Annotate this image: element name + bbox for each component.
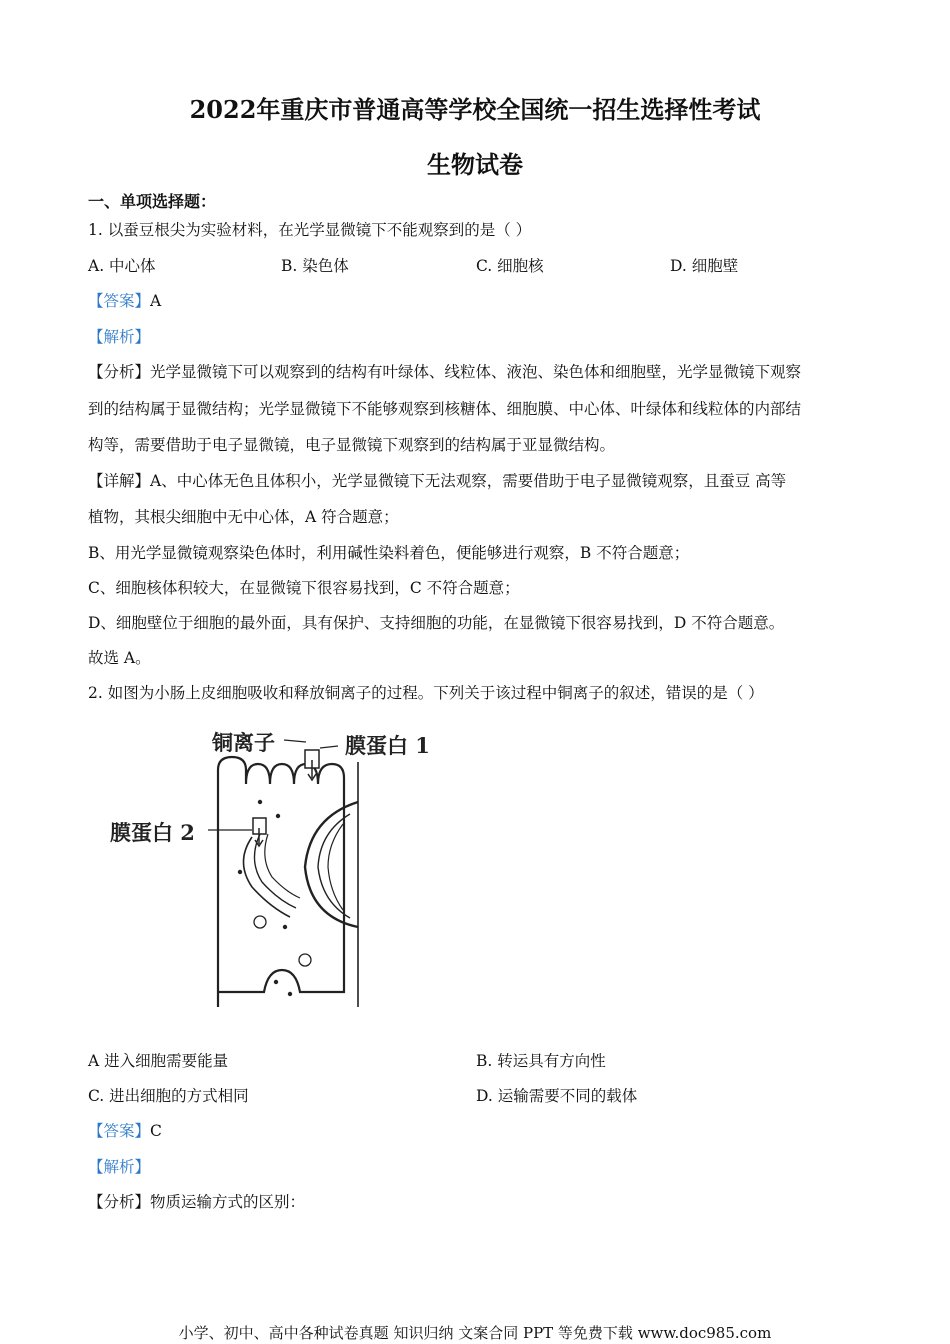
ion-dot [274,980,278,984]
endoplasmic-reticulum [318,814,350,918]
fenxi-tag: 【分析】 [88,1193,151,1211]
q1-fenxi-line-1 [88,362,801,382]
page-footer: 小学、初中、高中各种试卷真题 知识归纳 文案合同 PPT 等免费下载 www.doc985.com [178,1324,772,1342]
q1-xiangjie-line-4: C、细胞核体积较大，在显微镜下很容易找到，C 不符合题意； [88,579,520,597]
q2-stem: 2. 如图为小肠上皮细胞吸收和释放铜离子的过程。下列关于该过程中铜离子的叙述，错误的是（ ） [88,684,764,702]
q1-stem: 1. 以蚕豆根尖为实验材料，在光学显微镜下不能观察到的是（ ） [88,221,532,239]
golgi-apparatus [244,837,291,917]
q2-answer [88,1121,162,1141]
q1-xiangjie-line-1 [88,471,786,491]
ion-dot [283,925,287,929]
q1-fenxi-line-3: 构等，需要借助于电子显微镜，电子显微镜下观察到的结构属于亚显微结构。 [88,436,616,454]
answer-value: C [150,1122,162,1140]
er-fold [328,824,343,910]
q1-xiangjie-line-2: 植物，其根尖细胞中无中心体，A 符合题意； [88,508,399,526]
q1-option-a: A. 中心体 [88,257,156,275]
q1-xiangjie-line-3: B、用光学显微镜观察染色体时，利用碱性染料着色，便能够进行观察，B 不符合题意； [88,544,690,562]
fenxi-text: 光学显微镜下可以观察到的结构有叶绿体、线粒体、液泡、染色体和细胞壁，光学显微镜下观察 [150,363,802,381]
ion-dot [288,992,292,996]
exam-title: 2022年重庆市普通高等学校全国统一招生选择性考试 [189,95,761,124]
label-copper-ion: 铜离子 [212,730,275,755]
ion-dot [238,870,242,874]
q1-option-b: B. 染色体 [281,257,349,275]
q2-option-a: A 进入细胞需要能量 [88,1052,229,1070]
golgi-fold-2 [265,834,300,898]
label-membrane-protein-2: 膜蛋白 2 [110,820,195,845]
answer-tag: 【答案】 [88,1122,151,1140]
q1-option-c: C. 细胞核 [476,257,544,275]
q2-analysis-tag: 【解析】 [88,1158,151,1176]
label-membrane-protein-1: 膜蛋白 1 [345,733,430,758]
fenxi-tag: 【分析】 [88,363,151,381]
section-heading: 一、单项选择题： [88,192,217,211]
q2-option-b: B. 转运具有方向性 [476,1052,606,1070]
leader-line-ion [284,740,306,742]
q2-fenxi-line [88,1192,305,1212]
q2-option-d: D. 运输需要不同的载体 [476,1087,638,1105]
vesicle [254,916,266,928]
nucleus-envelope [305,802,358,927]
q1-option-d: D. 细胞壁 [670,257,739,275]
q1-analysis-tag: 【解析】 [88,328,151,346]
q1-answer [88,291,161,311]
ion-dot [276,814,280,818]
q1-xiangjie-line-5: D、细胞壁位于细胞的最外面，具有保护、支持细胞的功能，在显微镜下很容易找到，D 不符合题意。 [88,614,785,632]
cell-membrane [218,757,344,1007]
q1-fenxi-line-2: 到的结构属于显微结构；光学显微镜下不能够观察到核糖体、细胞膜、中心体、叶绿体和线粒体的内部结 [88,400,802,418]
vesicle [299,954,311,966]
exam-subtitle: 生物试卷 [427,150,523,179]
leader-line-protein1 [320,746,338,748]
q1-conclusion: 故选 A。 [88,649,151,667]
cell-diagram [100,722,460,1012]
ion-dot [258,800,262,804]
answer-tag: 【答案】 [88,292,151,310]
answer-value: A [150,292,162,310]
xiangjie-tag: 【详解】 [88,472,151,490]
xiangjie-text: A、中心体无色且体积小，光学显微镜下无法观察，需要借助于电子显微镜观察，且蚕豆 高等 [150,472,787,490]
q2-option-c: C. 进出细胞的方式相同 [88,1087,249,1105]
fenxi-text: 物质运输方式的区别： [150,1193,306,1211]
